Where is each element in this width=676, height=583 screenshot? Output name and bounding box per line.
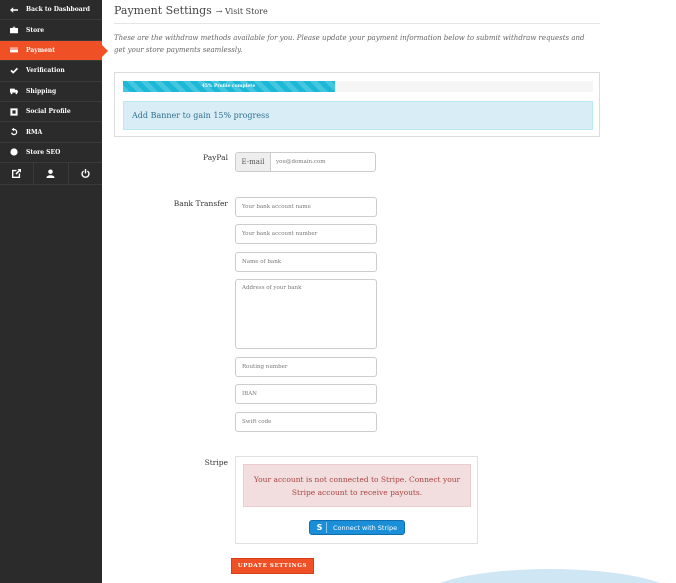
logout-link[interactable] (69, 163, 102, 184)
connect-with-stripe-label: Connect with Stripe (333, 523, 398, 532)
check-icon (8, 67, 20, 75)
paypal-email-input[interactable] (271, 153, 375, 171)
page-description: These are the withdraw methods available for you. Please update your payment information below to submit withdraw requests and get your store payments seamlessly. (114, 34, 585, 54)
sidebar-item-label: Store SEO (26, 148, 61, 156)
swift-code-input[interactable] (235, 412, 377, 432)
connect-with-stripe-button[interactable] (309, 520, 405, 535)
sidebar-item-store-seo[interactable] (0, 143, 102, 163)
truck-icon (8, 87, 20, 95)
progress-bar (123, 81, 593, 92)
bank-account-name-input[interactable] (235, 197, 377, 217)
progress-tip-alert: Add Banner to gain 15% progress (123, 101, 593, 130)
sidebar-item-rma[interactable] (0, 122, 102, 142)
page-title: Payment Settings (114, 4, 212, 17)
update-settings-button[interactable]: UPDATE SETTINGS (231, 558, 314, 574)
arrow-left-icon (8, 6, 20, 14)
routing-number-input[interactable] (235, 357, 377, 377)
bank-account-number-input[interactable] (235, 224, 377, 244)
power-icon (81, 169, 90, 178)
paypal-input-group (235, 152, 376, 172)
stripe-panel (235, 456, 478, 544)
progress-text: 45% Profile complete (201, 84, 256, 89)
sidebar-item-label: Store (26, 26, 45, 34)
bank-name-input[interactable] (235, 252, 377, 272)
edit-account-link[interactable] (34, 163, 68, 184)
globe-icon (8, 148, 20, 156)
sidebar-item-store[interactable] (0, 20, 102, 40)
decorative-wave (420, 569, 676, 583)
sidebar-item-label: Social Profile (26, 108, 71, 116)
credit-card-icon (8, 46, 20, 54)
sidebar (0, 0, 102, 583)
sidebar-item-back-to-dashboard[interactable] (0, 0, 102, 20)
profile-progress-box (114, 72, 600, 137)
bank-address-textarea[interactable] (235, 279, 377, 349)
sidebar-footer-actions (0, 163, 102, 185)
sidebar-item-label: Shipping (26, 87, 57, 95)
visit-store-link[interactable]: → Visit Store (215, 7, 268, 16)
sidebar-item-label: Verification (26, 67, 65, 75)
sidebar-item-verification[interactable] (0, 61, 102, 81)
external-link-icon (12, 169, 21, 178)
sidebar-item-label: Payment (26, 46, 56, 54)
share-icon (8, 108, 20, 116)
sidebar-item-label: Back to Dashboard (26, 6, 90, 14)
sidebar-item-shipping[interactable] (0, 82, 102, 102)
email-addon: E-mail (236, 153, 271, 171)
visit-store-link[interactable] (0, 163, 34, 184)
stripe-label: Stripe (204, 458, 228, 467)
sidebar-item-social-profile[interactable] (0, 102, 102, 122)
sidebar-item-payment[interactable] (0, 41, 102, 61)
bank-transfer-label: Bank Transfer (173, 199, 228, 208)
main-content (114, 0, 600, 120)
user-icon (46, 169, 55, 178)
paypal-label: PayPal (203, 153, 228, 162)
page-header (114, 0, 600, 24)
undo-icon (8, 128, 20, 136)
sidebar-item-label: RMA (26, 128, 43, 136)
iban-input[interactable] (235, 384, 377, 404)
stripe-not-connected-alert: Your account is not connected to Stripe. Connect your Stripe account to receive payouts. (243, 464, 471, 507)
stripe-logo-icon: S (313, 522, 327, 533)
briefcase-icon (8, 26, 20, 34)
